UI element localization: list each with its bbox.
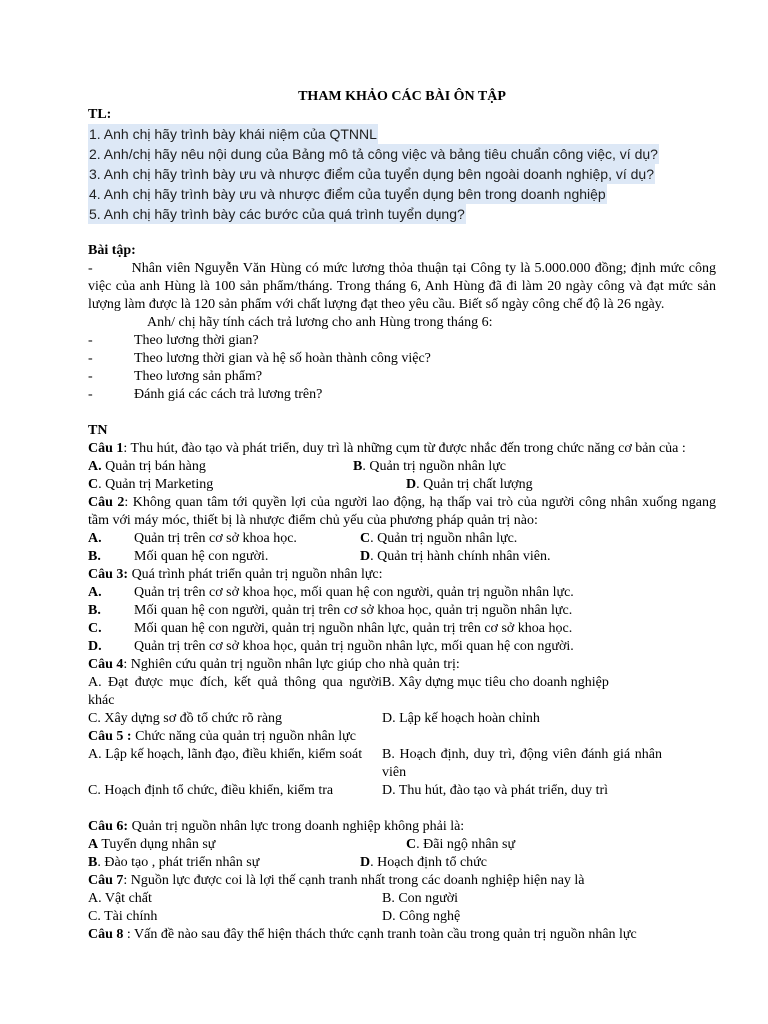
exercise-item-2: - Theo lương thời gian và hệ số hoàn thành công việc? [88,351,431,366]
exercise-text: Nhân viên Nguyễn Văn Hùng có mức lương thỏa thuận tại Công ty là 5.000.000 đồng; định mức công việc của anh Hùng là 100 sản phẩm/tháng. Trong tháng 6, Anh Hùng đã đi làm 20 ngày công và đạt mức sản lượng làm được là 120 sản phẩm với chất lượng đạt theo yêu cầu. Biết số ngày công chế độ là 26 ngày. [88,261,716,312]
review-question-3: 3. Anh chị hãy trình bày ưu và nhược điểm của tuyển dụng bên ngoài doanh nghiệp, ví dụ? [89,166,654,182]
option-c: C. Hoạch định tổ chức, điều khiển, kiểm tra [88,783,334,798]
question-7-options-cd [88,908,716,926]
option-d: D. Hoạch định tổ chức [360,855,487,870]
exercise-item-4: - Đánh giá các cách trả lương trên? [88,387,323,402]
review-question-4: 4. Anh chị hãy trình bày ưu và nhược điểm của tuyển dụng bên trong doanh nghiệp [89,186,606,202]
exercise-paragraph [88,260,716,314]
option-a: A. Quản trị bán hàng [88,459,206,474]
option-c: C. Đãi ngộ nhân sự [406,837,516,852]
option-a: A Tuyển dụng nhân sự [88,837,216,852]
question-4: Câu 4: Nghiên cứu quản trị nguồn nhân lực giúp cho nhà quản trị: [88,657,460,672]
option-b: B. Đào tạo , phát triển nhân sự [88,855,260,870]
question-1: Câu 1: Thu hút, đào tạo và phát triển, duy trì là những cụm từ được nhắc đến trong chức năng cơ bản của : [88,441,686,456]
option-b: B. Hoạch định, duy trì, động viên đánh giá nhân viên [382,747,662,780]
document-title: THAM KHẢO CÁC BÀI ÔN TẬP [298,89,506,104]
question-2-options-ac: A. Quản trị trên cơ sở khoa học. C. Quản trị nguồn nhân lực. [88,531,518,546]
option-d: D. Thu hút, đào tạo và phát triển, duy trì [382,783,609,798]
question-3-option-d: D. Quản trị trên cơ sở khoa học, quản trị nguồn nhân lực, mối quan hệ con người. [88,639,574,654]
option-b: B. Quản trị nguồn nhân lực [353,459,507,474]
option-c: C. Xây dựng sơ đồ tổ chức rõ ràng [88,711,283,726]
spacer [88,404,716,422]
question-4-options-ab [88,674,716,710]
review-question-5: 5. Anh chị hãy trình bày các bước của quá trình tuyển dụng? [89,206,465,222]
question-7: Câu 7: Nguồn lực được coi là lợi thế cạnh tranh nhất trong các doanh nghiệp hiện nay là [88,873,585,888]
question-5-options-ab [88,746,716,782]
option-b: B. Xây dựng mục tiêu cho doanh nghiệp [382,675,609,690]
option-a: A. Đạt được mục đích, kết quả thông qua người khác [88,675,382,708]
option-a: A. Vật chất [88,891,152,906]
question-5-options-cd [88,782,716,800]
exercise-item-3: - Theo lương sản phẩm? [88,369,263,384]
option-c: C. Tài chính [88,909,158,924]
exercise-dash: - [88,261,93,276]
option-d: D. Quản trị chất lượng [406,477,533,492]
review-question-2: 2. Anh/chị hãy nêu nội dung của Bảng mô tả công việc và bảng tiêu chuẩn công việc, ví dụ? [89,146,658,162]
question-7-options-ab [88,890,716,908]
question-3-option-a: A. Quản trị trên cơ sở khoa học, mối quan hệ con người, quản trị nguồn nhân lực. [88,585,574,600]
tl-heading: TL: [88,107,112,122]
exercise-heading: Bài tập: [88,243,136,258]
exercise-item-1: - Theo lương thời gian? [88,333,259,348]
review-question-1: 1. Anh chị hãy trình bày khái niệm của QTNNL [89,126,377,142]
question-1-options-cd [88,476,716,494]
question-1-options-ab [88,458,716,476]
option-a: A. Lập kế hoạch, lãnh đạo, điều khiển, kiểm soát [88,747,363,762]
spacer [88,800,716,818]
option-c: C. Quản trị Marketing [88,477,214,492]
option-b: B. Con người [382,891,459,906]
question-8: Câu 8 : Vấn đề nào sau đây thể hiện thách thức cạnh tranh toàn cầu trong quản trị nguồn nhân lực [88,927,637,942]
review-question-list [88,124,716,224]
question-3-option-b: B. Mối quan hệ con người, quản trị trên cơ sở khoa học, quản trị nguồn nhân lực. [88,603,573,618]
question-3-option-c: C. Mối quan hệ con người, quản trị nguồn nhân lực, quản trị trên cơ sở khoa học. [88,621,573,636]
question-2: Câu 2: Không quan tâm tới quyền lợi của người lao động, hạ thấp vai trò của người công nhân xuống ngang tầm với máy móc, thiết bị là nhược điểm chủ yếu của phương pháp quản trị nào: [88,495,716,528]
question-5: Câu 5 : Chức năng của quản trị nguồn nhân lực [88,729,356,744]
question-4-options-cd [88,710,716,728]
question-2-options-bd: B. Mối quan hệ con người. D. Quản trị hành chính nhân viên. [88,549,551,564]
document-page [88,88,716,944]
question-3: Câu 3: Quá trình phát triển quản trị nguồn nhân lực: [88,567,383,582]
question-6-options-ac [88,836,716,854]
option-d: D. Công nghệ [382,909,461,924]
spacer [88,224,716,242]
question-6-options-bd [88,854,716,872]
exercise-prompt: Anh/ chị hãy tính cách trả lương cho anh Hùng trong tháng 6: [147,315,493,330]
tn-heading: TN [88,423,108,438]
option-d: D. Lập kế hoạch hoàn chỉnh [382,711,540,726]
question-6: Câu 6: Quản trị nguồn nhân lực trong doanh nghiệp không phải là: [88,819,465,834]
